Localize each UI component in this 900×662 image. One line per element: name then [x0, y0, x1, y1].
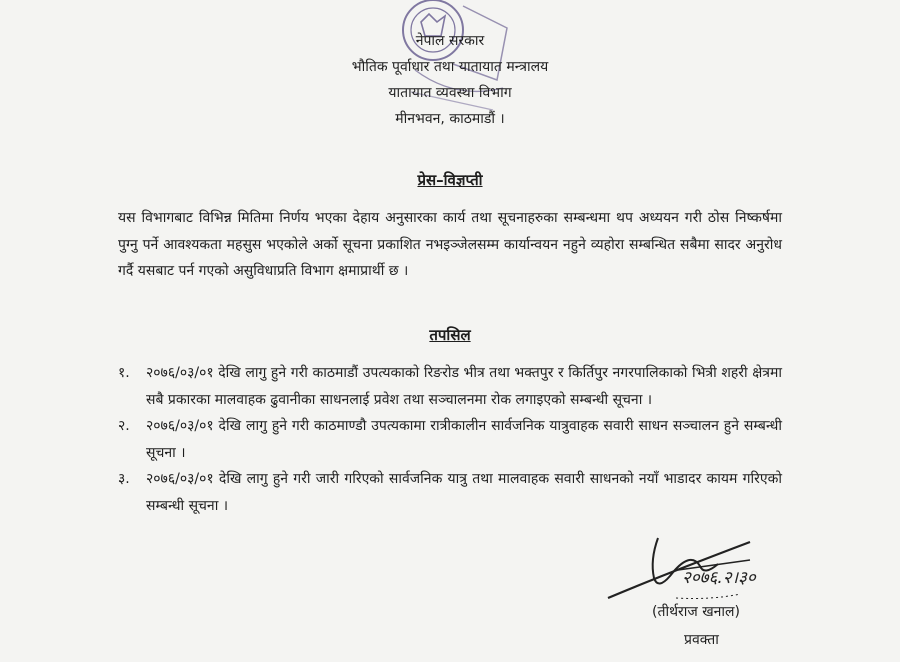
list-item-number: १. — [118, 365, 130, 381]
list-item-number: ३. — [118, 471, 130, 487]
list-item-text: २०७६/०३/०१ देखि लागु हुने गरी जारी गरिएको सार्वजनिक यात्रु तथा मालवाहक सवारी साधनको नयाँ भाडादर कायम गरिएको सम्बन्धी सूचना । — [146, 471, 782, 514]
body-paragraph: यस विभागबाट विभिन्न मितिमा निर्णय भएका देहाय अनुसारका कार्य तथा सूचनाहरुका सम्बन्धमा थप अध्ययन गरी ठोस निष्कर्षमा पुग्नु पर्ने आवश्यकता महसुस भएकोले अर्को सूचना प्रकाशित नभइञ्जेलसम्म कार्यान्वयन नहुने व्यहोरा सम्बन्धित सबैमा सादर अनुरोध गर्दै यसबाट पर्न गएको असुविधाप्रति विभाग क्षमाप्रार्थी छ । — [118, 210, 782, 279]
letterhead — [0, 28, 900, 132]
signatory-name: (तीर्थराज खनाल) — [652, 604, 741, 620]
letterhead-department: यातायात व्यवस्था विभाग — [388, 85, 512, 101]
notice-list — [118, 360, 782, 519]
letterhead-address: मीनभवन, काठमाडौं । — [395, 111, 505, 127]
signature-date: २०७६.२।३० — [682, 568, 756, 588]
list-heading: तपसिल — [429, 326, 471, 344]
list-item-number: २. — [118, 418, 130, 434]
list-item — [118, 466, 782, 519]
list-item-text: २०७६/०३/०१ देखि लागु हुने गरी काठमाण्डौ उपत्यकामा रात्रीकालीन सार्वजनिक यात्रुवाहक सवारी साधन सञ्चालन हुने सम्बन्धी सूचना । — [146, 418, 782, 461]
document-title: प्रेस–विज्ञप्ती — [417, 171, 483, 189]
list-item-text: २०७६/०३/०१ देखि लागु हुने गरी काठमाडौं उपत्यकाको रिङरोड भीत्र तथा भक्तपुर र किर्तिपुर नगरपालिकाको भित्री शहरी क्षेत्रमा सबै प्रकारका मालवाहक ढुवानीका साधनलाई प्रवेश तथा सञ्चालनमा रोक लगाइएको सम्बन्धी सूचना । — [146, 365, 782, 408]
letterhead-ministry: भौतिक पूर्वाधार तथा यातायात मन्त्रालय — [351, 59, 549, 75]
signatory-role: प्रवक्ता — [684, 632, 719, 648]
list-item — [118, 360, 782, 413]
list-item — [118, 413, 782, 466]
letterhead-government: नेपाल सरकार — [415, 33, 485, 49]
